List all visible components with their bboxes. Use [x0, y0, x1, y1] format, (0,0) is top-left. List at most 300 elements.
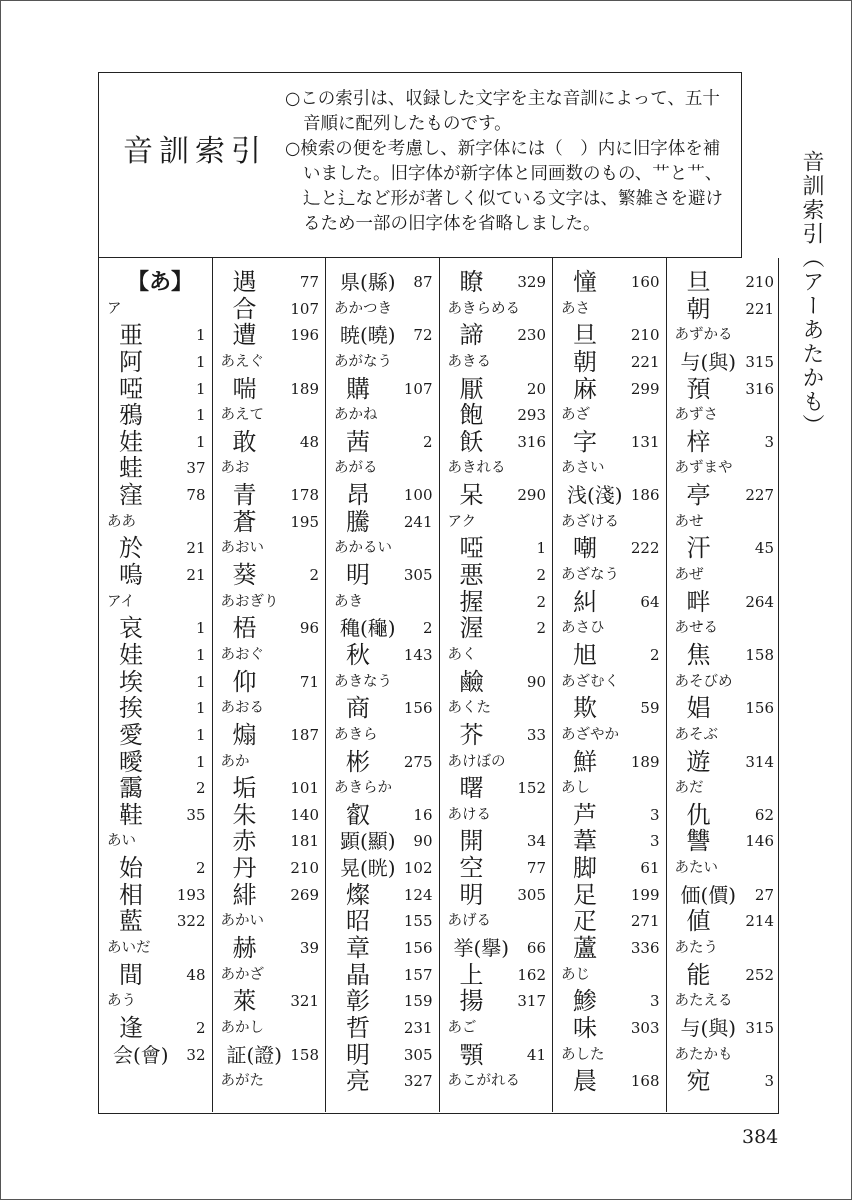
kanji-character: 哀 [119, 614, 143, 643]
kanji-entry [553, 695, 666, 722]
page-reference: 3 [649, 832, 660, 851]
kanji-entry [213, 269, 326, 296]
kanji-entry [99, 749, 212, 776]
kanji-character: 宛 [686, 1067, 711, 1096]
reading-heading [213, 962, 326, 989]
reading-label: あがた [220, 1073, 264, 1090]
reading-label: あざ [561, 407, 590, 424]
page-reference: 187 [290, 725, 319, 744]
page-reference: 159 [403, 992, 433, 1011]
reading-label: あさひ [561, 620, 605, 637]
kanji-entry [99, 722, 212, 749]
kanji-entry [440, 988, 553, 1015]
kanji-character: 愛 [119, 720, 143, 749]
page-reference: 315 [745, 352, 774, 371]
kanji-entry [99, 855, 212, 882]
kanji-character: 鴉 [119, 401, 143, 430]
kanji-entry [326, 828, 439, 855]
kanji-entry [326, 642, 439, 669]
reading-heading [440, 349, 553, 376]
page-reference: 124 [403, 885, 433, 904]
kanji-entry [440, 828, 553, 855]
kanji-character: 顕(顯) [340, 829, 396, 854]
kanji-entry [553, 802, 666, 829]
page-reference: 32 [186, 1045, 206, 1064]
page-reference: 131 [630, 432, 660, 451]
kanji-character: 燦 [346, 880, 370, 909]
reading-heading [213, 749, 326, 776]
kanji-entry [667, 882, 781, 909]
kanji-character: 挙(擧) [453, 936, 510, 961]
index-column-2 [213, 258, 327, 1112]
kanji-entry [326, 1068, 439, 1095]
reading-label: あきれる [447, 460, 506, 477]
page-reference: 181 [290, 832, 319, 851]
kanji-character: 預 [686, 374, 711, 403]
kanji-character: 哲 [346, 1013, 370, 1042]
kanji-character: 呆 [459, 481, 484, 510]
kanji-character: 遇 [232, 268, 257, 296]
kanji-character: 証(證) [226, 1042, 283, 1067]
kanji-entry [213, 322, 326, 349]
reading-label: あおぐ [220, 646, 264, 663]
reading-label: あずさ [674, 407, 718, 424]
kanji-character: 梧 [232, 614, 257, 643]
kanji-character: 糾 [573, 587, 597, 616]
page-reference: 39 [299, 939, 319, 958]
kanji-entry [99, 402, 212, 429]
reading-heading [667, 722, 781, 749]
page-reference: 1 [195, 406, 206, 425]
kanji-character: 空 [459, 854, 484, 883]
kanji-character: 騰 [346, 507, 370, 536]
page-reference: 1 [195, 672, 206, 691]
kanji-character: 顎 [459, 1040, 484, 1069]
reading-label: あがる [334, 460, 378, 477]
page-reference: 293 [517, 406, 546, 425]
page-reference: 1 [195, 326, 206, 345]
kanji-entry [99, 482, 212, 509]
kanji-entry [99, 669, 212, 696]
page-reference: 156 [745, 699, 774, 718]
kanji-character: 明 [459, 880, 484, 909]
kanji-character: 与(與) [680, 1015, 737, 1040]
running-head: 音訓索引（アーあたかも） [799, 150, 824, 438]
kanji-character: 蘆 [573, 934, 597, 963]
page-reference: 316 [517, 432, 546, 451]
reading-heading [99, 509, 212, 536]
kanji-entry [326, 749, 439, 776]
kanji-character: 芥 [459, 720, 484, 749]
kanji-entry [553, 429, 666, 456]
kanji-character: 始 [119, 854, 143, 883]
kanji-entry [440, 775, 553, 802]
kanji-entry [326, 802, 439, 829]
kanji-entry [326, 855, 439, 882]
kanji-entry [667, 962, 781, 989]
page-reference: 3 [764, 432, 774, 451]
reading-label: あそびめ [674, 673, 733, 690]
page-reference: 20 [526, 379, 546, 398]
kanji-character: 讐 [686, 827, 711, 856]
page-reference: 87 [413, 273, 433, 291]
page-reference: 158 [290, 1045, 319, 1064]
reading-heading [667, 562, 781, 589]
reading-label: ああ [107, 513, 136, 530]
page-reference: 305 [517, 885, 546, 904]
reading-label: あぜ [674, 567, 704, 584]
reading-heading [213, 1068, 326, 1095]
kanji-entry [440, 882, 553, 909]
reading-label: あさい [561, 460, 605, 477]
reading-label: あたえる [674, 993, 733, 1010]
kanji-character: 青 [232, 481, 257, 510]
kanji-entry [440, 589, 553, 616]
kanji-character: 喘 [232, 374, 257, 403]
reading-label: あおい [220, 540, 264, 557]
page-reference: 16 [413, 805, 433, 824]
page-reference: 2 [649, 645, 660, 664]
page-reference: 41 [526, 1045, 546, 1064]
page-reference: 336 [630, 939, 660, 958]
reading-heading [326, 535, 439, 562]
page-reference: 2 [422, 432, 433, 451]
page-reference: 3 [649, 805, 660, 824]
page-reference: 100 [403, 486, 433, 505]
kanji-character: 靄 [119, 774, 143, 803]
reading-label: あく [447, 646, 477, 663]
reading-heading [440, 455, 553, 482]
page-reference: 193 [176, 885, 206, 904]
kanji-entry [213, 722, 326, 749]
reading-heading [326, 402, 439, 429]
page-reference: 77 [526, 859, 546, 878]
reading-label: あかい [220, 913, 264, 930]
reading-heading [99, 828, 212, 855]
reading-label: あか [220, 753, 250, 770]
kanji-entry [326, 376, 439, 403]
kanji-entry [99, 349, 212, 376]
kanji-entry [553, 376, 666, 403]
page-reference: 155 [403, 912, 433, 931]
kanji-entry [667, 296, 781, 323]
kanji-entry [553, 908, 666, 935]
kanji-entry [213, 482, 326, 509]
kanji-entry [553, 935, 666, 962]
page-reference: 1 [195, 352, 206, 371]
page-reference: 231 [403, 1018, 433, 1037]
page-reference: 59 [640, 699, 660, 718]
page-reference: 264 [745, 592, 774, 611]
kanji-character: 叡 [346, 800, 370, 829]
reading-heading [99, 988, 212, 1015]
page-reference: 210 [290, 859, 319, 878]
page-reference: 168 [630, 1072, 660, 1091]
reading-label: あだ [674, 780, 704, 797]
kanji-character: 鮮 [573, 747, 597, 776]
reading-heading [213, 535, 326, 562]
kanji-character: 藍 [119, 907, 143, 936]
kanji-entry [326, 509, 439, 536]
kanji-character: 汗 [686, 534, 711, 563]
kanji-character: 朝 [573, 347, 597, 376]
kanji-entry [99, 962, 212, 989]
kanji-entry [213, 935, 326, 962]
kanji-character: 瞭 [459, 268, 484, 296]
reading-heading [440, 1015, 553, 1042]
page-reference: 62 [754, 805, 774, 824]
reading-label: あお [220, 460, 250, 477]
kanji-character: 昭 [346, 907, 370, 936]
kanji-character: 明 [346, 1040, 370, 1069]
page-reference: 316 [745, 379, 774, 398]
kanji-entry [440, 615, 553, 642]
reading-heading [440, 509, 553, 536]
page-reference: 33 [526, 725, 546, 744]
kanji-character: 茜 [346, 427, 370, 456]
kanji-character: 悪 [459, 561, 484, 590]
index-column-6 [667, 258, 781, 1112]
kanji-entry [213, 775, 326, 802]
kanji-entry [213, 615, 326, 642]
page-reference: 221 [745, 299, 774, 318]
kanji-character: 娃 [119, 427, 143, 456]
kanji-character: 旦 [573, 321, 597, 350]
kanji-entry [326, 988, 439, 1015]
kanji-entry [326, 322, 439, 349]
page-reference: 72 [413, 326, 433, 345]
reading-label: ア [107, 300, 122, 317]
reading-heading [213, 589, 326, 616]
reading-label: あずまや [674, 460, 733, 477]
reading-heading [326, 349, 439, 376]
reading-heading [213, 402, 326, 429]
page-reference: 158 [745, 645, 774, 664]
kanji-entry [213, 509, 326, 536]
kanji-entry [99, 1042, 212, 1069]
kanji-entry [99, 1015, 212, 1042]
kanji-character: 垢 [232, 774, 257, 803]
kanji-entry [326, 935, 439, 962]
reading-heading [326, 296, 439, 323]
page-reference: 1 [195, 379, 206, 398]
kanji-character: 与(與) [680, 349, 737, 374]
kanji-character: 飽 [459, 401, 484, 430]
reading-label: あい [107, 833, 136, 850]
reading-label: あき [334, 593, 363, 610]
page-reference: 66 [526, 939, 546, 958]
kanji-entry [440, 429, 553, 456]
kanji-character: 秋 [346, 640, 370, 669]
kanji-character: 欺 [573, 694, 597, 723]
reading-label: あかつき [334, 300, 392, 317]
kanji-entry [213, 802, 326, 829]
reading-label: あかるい [334, 540, 392, 557]
kanji-character: 旭 [573, 640, 597, 669]
kanji-entry [553, 535, 666, 562]
index-column-4 [440, 258, 554, 1112]
kanji-character: 畔 [686, 587, 711, 616]
kanji-entry [553, 349, 666, 376]
kanji-entry [326, 1015, 439, 1042]
kanji-character: 梓 [686, 427, 711, 456]
kanji-character: 晶 [346, 960, 370, 989]
reading-heading [667, 322, 781, 349]
page-reference: 195 [290, 512, 319, 531]
kanji-character: 旦 [686, 268, 711, 296]
reading-heading [326, 669, 439, 696]
page-reference: 230 [517, 326, 546, 345]
reading-label: あざやか [561, 726, 619, 743]
page-reference: 162 [517, 965, 546, 984]
page-reference: 2 [536, 566, 546, 585]
section-heading [99, 269, 212, 296]
reading-heading [667, 855, 781, 882]
kanji-character: 仇 [686, 800, 711, 829]
index-column-1 [99, 258, 213, 1112]
kanji-character: 窪 [119, 481, 143, 510]
kanji-entry [326, 882, 439, 909]
kanji-entry [440, 535, 553, 562]
kanji-entry [667, 749, 781, 776]
kanji-character: 彰 [346, 987, 370, 1016]
kanji-character: 丹 [232, 854, 257, 883]
reading-label: あそぶ [674, 726, 718, 743]
kanji-character: 脚 [573, 854, 597, 883]
kanji-character: 嗚 [119, 561, 143, 590]
kanji-character: 曖 [119, 747, 143, 776]
kanji-character: 阿 [119, 347, 143, 376]
page-reference: 34 [526, 832, 546, 851]
reading-heading [213, 908, 326, 935]
page-reference: 156 [403, 939, 433, 958]
page-reference: 222 [630, 539, 660, 558]
reading-label: あいだ [107, 940, 151, 957]
kanji-character: 開 [459, 827, 484, 856]
page-reference: 186 [630, 486, 660, 505]
kanji-entry [99, 376, 212, 403]
page-reference: 196 [290, 326, 319, 345]
reading-heading [667, 402, 781, 429]
reading-label: あじ [561, 966, 590, 983]
kanji-entry [326, 908, 439, 935]
reading-heading [667, 455, 781, 482]
page-reference: 314 [745, 752, 774, 771]
kanji-entry [553, 1068, 666, 1095]
kanji-character: 萊 [232, 987, 257, 1016]
reading-heading [553, 775, 666, 802]
kanji-entry [553, 828, 666, 855]
kanji-entry [440, 722, 553, 749]
kanji-entry [99, 642, 212, 669]
page-reference: 214 [745, 912, 774, 931]
page-reference: 305 [403, 1045, 433, 1064]
kanji-entry [667, 589, 781, 616]
page-reference: 90 [413, 832, 433, 851]
reading-label: あした [561, 1046, 605, 1063]
kanji-entry [553, 1015, 666, 1042]
page-reference: 275 [403, 752, 433, 771]
page-reference: 2 [195, 779, 206, 798]
kanji-character: 足 [573, 880, 597, 909]
kanji-character: 揚 [459, 987, 484, 1016]
page-reference: 102 [403, 859, 433, 878]
kanji-entry [667, 828, 781, 855]
page-reference: 2 [422, 619, 433, 638]
kanji-character: 挨 [119, 694, 143, 723]
page-reference: 189 [630, 752, 660, 771]
kanji-entry [99, 802, 212, 829]
kanji-character: 間 [119, 960, 143, 989]
reading-heading [440, 695, 553, 722]
reading-label: あう [107, 993, 136, 1010]
kanji-character: 亭 [686, 481, 711, 510]
kanji-entry [326, 562, 439, 589]
reading-heading [553, 962, 666, 989]
reading-label: あおる [220, 700, 264, 717]
kanji-character: 葵 [232, 561, 257, 590]
kanji-entry [213, 855, 326, 882]
kanji-entry [99, 562, 212, 589]
page-reference: 78 [186, 486, 206, 505]
kanji-character: 芦 [573, 800, 597, 829]
reading-label: あたかも [674, 1046, 733, 1063]
page-reference: 156 [403, 699, 433, 718]
page-reference: 327 [403, 1072, 433, 1091]
reading-heading [667, 935, 781, 962]
page-reference: 2 [195, 1018, 206, 1037]
reading-label: あげる [447, 913, 491, 930]
kanji-character: 渥 [459, 614, 484, 643]
reading-label: あえぐ [220, 353, 264, 370]
kanji-character: 晃(晄) [340, 856, 396, 881]
reading-heading [440, 749, 553, 776]
reading-label: あせる [674, 620, 718, 637]
reading-heading [440, 296, 553, 323]
kanji-entry [553, 642, 666, 669]
page-reference: 199 [630, 885, 660, 904]
page-reference: 3 [649, 992, 660, 1011]
kanji-character: 上 [459, 960, 484, 989]
kanji-character: 啞 [119, 374, 143, 403]
kanji-character: 亮 [346, 1067, 370, 1096]
kanji-entry [667, 695, 781, 722]
kanji-entry [213, 988, 326, 1015]
kanji-entry [667, 908, 781, 935]
kanji-character: 於 [119, 534, 143, 563]
kanji-character: 諦 [459, 321, 484, 350]
kanji-entry [213, 429, 326, 456]
reading-heading [553, 722, 666, 749]
kanji-entry [440, 269, 553, 296]
kanji-character: 彬 [346, 747, 370, 776]
kanji-character: 飫 [459, 427, 484, 456]
reading-heading [440, 908, 553, 935]
kanji-entry [440, 376, 553, 403]
reading-label: あおぎり [220, 593, 279, 610]
reading-heading [213, 1015, 326, 1042]
page-reference: 321 [290, 992, 319, 1011]
reading-heading [553, 509, 666, 536]
reading-label: あきら [334, 726, 378, 743]
page-reference: 143 [403, 645, 433, 664]
reading-heading [667, 615, 781, 642]
page-number: 384 [742, 1126, 779, 1148]
kanji-character: 晨 [573, 1067, 597, 1096]
kanji-character: 明 [346, 561, 370, 590]
kanji-character: 会(會) [113, 1042, 169, 1067]
kanji-entry [326, 962, 439, 989]
